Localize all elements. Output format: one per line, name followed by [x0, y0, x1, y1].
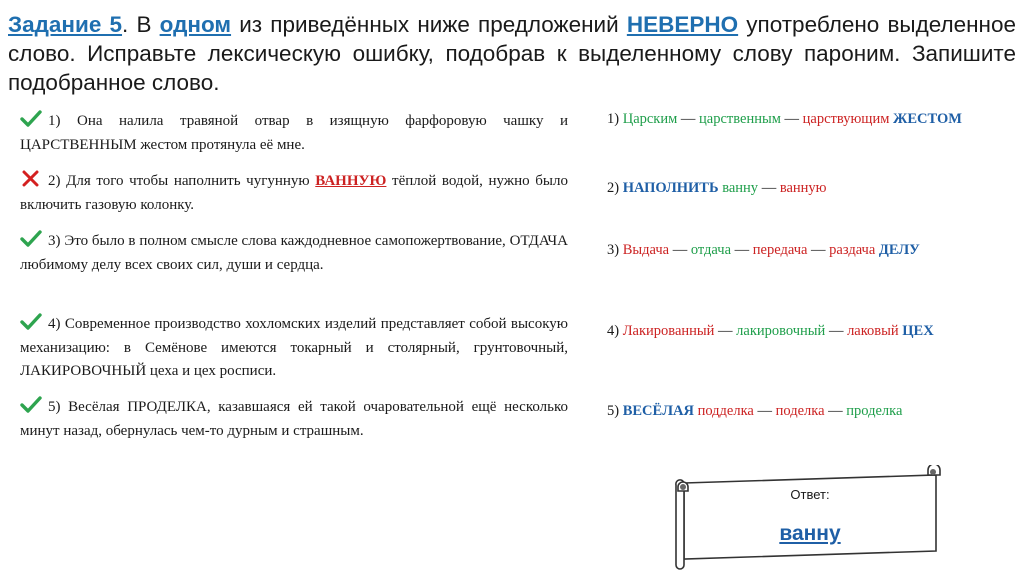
- sentence-text: 1) Она налила травяной отвар в изящную фарфоровую чашку и ЦАРСТВЕННЫМ жестом протянула её мне.: [20, 113, 568, 153]
- task-keyword-incorrect: НЕВЕРНО: [626, 12, 739, 37]
- check-icon: [20, 230, 42, 247]
- scroll-shape: [674, 465, 946, 571]
- paronym-word: раздача: [829, 242, 876, 258]
- dash: —: [731, 242, 753, 258]
- paronym-word: отдача: [690, 242, 732, 258]
- paronym-word: ванну: [722, 180, 759, 196]
- paronym-word: Выдача: [622, 242, 670, 258]
- sentence-3: [20, 230, 568, 277]
- check-icon: [20, 396, 42, 413]
- paronym-word: царственным: [699, 111, 781, 127]
- answer-num: 2): [607, 180, 620, 196]
- key-word: ЦЕХ: [902, 323, 934, 339]
- key-word: ВЕСЁЛАЯ: [622, 403, 694, 419]
- dash: —: [825, 323, 848, 339]
- answer-4: [607, 320, 934, 344]
- sentence-text: 2) Для того чтобы наполнить чугунную: [48, 173, 316, 189]
- sentence-1: [20, 110, 568, 157]
- check-icon: [20, 313, 42, 330]
- paronym-word: Лакированный: [622, 323, 715, 339]
- dash: —: [824, 403, 847, 419]
- answer-5: [607, 400, 902, 424]
- answer-num: 4): [607, 323, 620, 339]
- task-text-1: . В: [122, 12, 160, 37]
- paronym-word: поделка: [775, 403, 825, 419]
- paronym-word: царствующим: [802, 111, 890, 127]
- sentence-text: тёплой водой, нужно было включить газовую колонку.: [20, 173, 568, 213]
- answer-1: [607, 108, 1003, 132]
- answer-3: [607, 239, 920, 263]
- sentence-2: [20, 170, 568, 217]
- answer-2: [607, 177, 827, 201]
- key-word: ЖЕСТОМ: [893, 111, 962, 127]
- answer-value: ванну: [779, 522, 841, 545]
- task-title: Задание 5: [8, 12, 123, 37]
- task-statement: [8, 10, 1016, 97]
- task-text-3: употреблено выделенное слово. Исправьте лексическую ошибку, подобрав к выделенному слову пароним. Запишите подобранное слово.: [8, 12, 1016, 95]
- paronym-word: проделка: [846, 403, 903, 419]
- key-word: ДЕЛУ: [878, 242, 920, 258]
- paronym-word: лакировочный: [736, 323, 826, 339]
- dash: —: [714, 323, 737, 339]
- answer-num: 3): [607, 242, 620, 258]
- dash: —: [677, 111, 700, 127]
- paronym-word: подделка: [697, 403, 754, 419]
- paronym-word: передача: [752, 242, 808, 258]
- dash: —: [807, 242, 830, 258]
- sentence-text: 3) Это было в полном смысле слова каждодневное самопожертвование, ОТДАЧА любимому делу всех своих сил, души и сердца.: [20, 233, 568, 273]
- sentence-text: 5) Весёлая ПРОДЕЛКА, казавшаяся ей такой очаровательной ещё несколько минут назад, обернулась чем-то дурным и страшным.: [20, 399, 568, 439]
- paronym-word: Царским: [622, 111, 678, 127]
- sentence-text: 4) Современное производство хохломских изделий представляет собой высокую механизацию: в Семёнове имеются токарный и столярный, грунтовочный, ЛАКИРОВОЧНЫЙ цеха и цех росписи.: [20, 316, 568, 379]
- key-word: НАПОЛНИТЬ: [622, 180, 719, 196]
- answer-num: 1): [607, 111, 620, 127]
- answer-scroll: [674, 465, 946, 571]
- paronym-word: ванную: [779, 180, 827, 196]
- dash: —: [669, 242, 691, 258]
- paronym-word: лаковый: [847, 323, 899, 339]
- answer-num: 5): [607, 403, 620, 419]
- task-keyword-one: одном: [159, 12, 232, 37]
- dash: —: [780, 111, 803, 127]
- cross-icon: [20, 170, 42, 187]
- sentence-5: [20, 396, 568, 443]
- dash: —: [758, 180, 780, 196]
- dash: —: [753, 403, 776, 419]
- sentence-4: [20, 313, 568, 384]
- error-word: ВАННУЮ: [315, 173, 387, 189]
- answer-label: Ответ:: [790, 487, 830, 502]
- task-text-2: из приведённых ниже предложений: [231, 12, 627, 37]
- check-icon: [20, 110, 42, 127]
